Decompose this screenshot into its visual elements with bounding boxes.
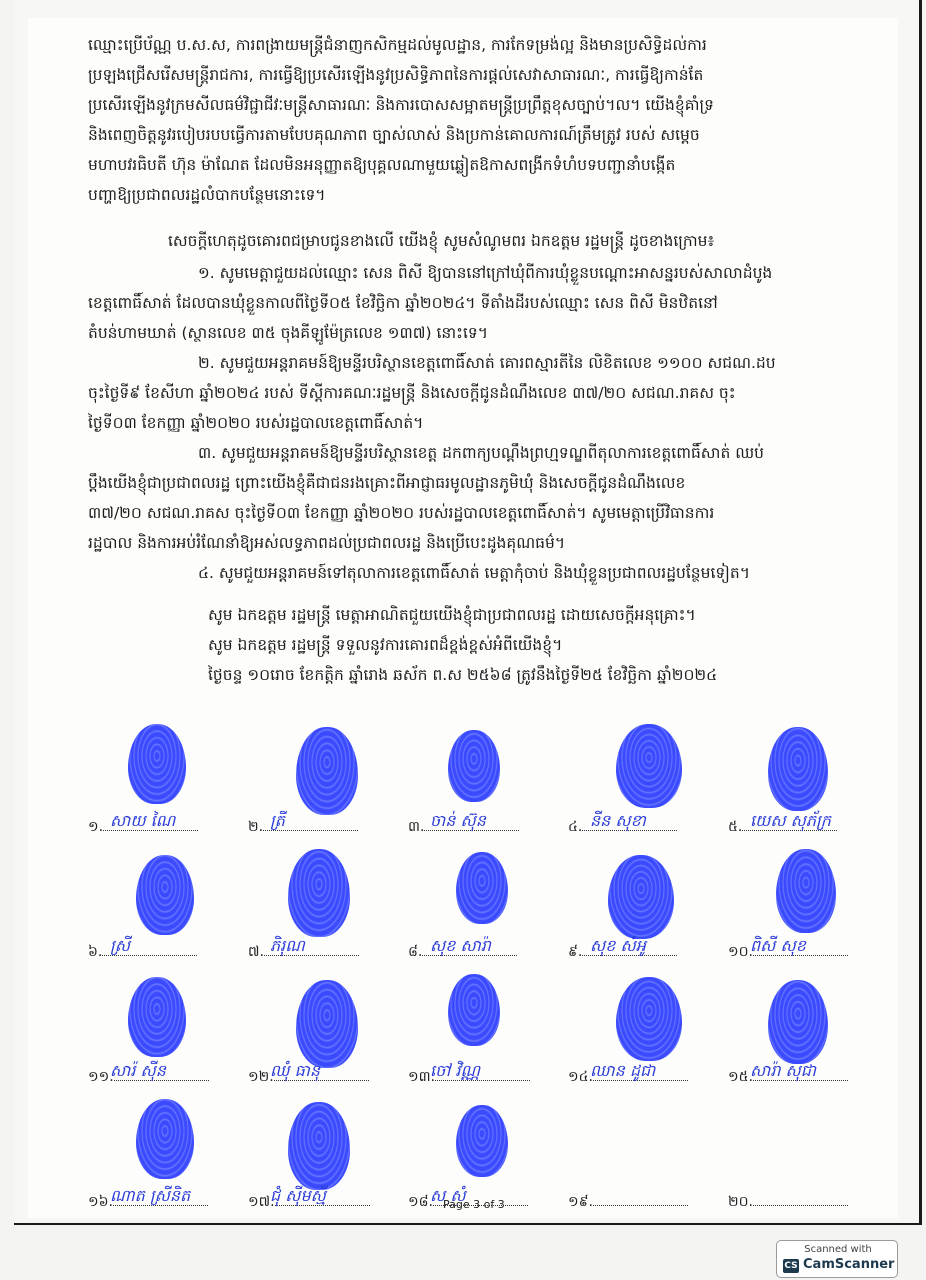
text-line: ១. សូមមេត្តាជួយដល់ឈ្មោះ សេន ពិសី ឱ្យបាននៅក្រៅឃុំពីការឃុំខ្លួនបណ្តោះអាសន្នរបស់សាលាដំបូង [198, 264, 773, 282]
intro-paragraph [88, 226, 888, 256]
thumbprint-grid [88, 718, 888, 1208]
handwritten-signature: ឈុំ ធានុ [270, 1061, 321, 1080]
thumbprint-entry [408, 1093, 558, 1213]
text-line: ៤. សូមជួយអន្តរាគមន៍ទៅតុលាការខេត្តពោធិ៍សាត់ មេត្តាកុំចាប់ និងឃុំខ្លួនប្រជាពលរដ្ឋបន្ថែមទៀត។ [198, 564, 750, 582]
text-line: ប្រសើរឡើងនូវក្រមសីលធម៌វិជ្ជាជីវៈមន្ត្រីសាធារណៈ និងការបោសសម្អាតមន្ត្រីប្រព្រឹត្តខុសច្បាប់។ល។ យើងខ្ញុំគាំទ្រ [88, 96, 714, 114]
handwritten-signature: សារ៉ា សុជា [750, 1061, 817, 1080]
entry-number: ១៨. [408, 1194, 433, 1210]
thumbprint-entry [568, 1093, 718, 1213]
thumbprint-entry [568, 843, 718, 963]
entry-number: ២. [248, 819, 264, 835]
thumbprint-icon [296, 727, 358, 815]
text-line: ចុះថ្ងៃទី៩ ខែសីហា ឆ្នាំ២០២៤ របស់ ទីស្តីការគណៈរដ្ឋមន្ត្រី និងសេចក្តីជូនដំណឹងលេខ ៣៧/២០ សជណ.រាគស ចុះ [88, 384, 736, 402]
date-line: ថ្ងៃចន្ទ ១០រោច ខែកត្តិក ឆ្នាំរោង ឆស័ក ព.ស ២៥៦៨ ត្រូវនឹងថ្ងៃទី២៥ ខែវិច្ឆិកា ឆ្នាំ២០២៤ [208, 666, 718, 684]
intro-line: សេចក្តីហេតុដូចគោរពជម្រាបជូនខាងលើ យើងខ្ញុំ សូមសំណូមពរ ឯកឧត្តម រដ្ឋមន្ត្រី ដូចខាងក្រោម៖ [168, 232, 715, 250]
handwritten-signature: យេស សុភ័ក្រ [750, 811, 831, 830]
entry-number: ៨. [408, 944, 423, 960]
thumbprint-entry [568, 968, 718, 1088]
closing-line: សូម ឯកឧត្តម រដ្ឋមន្ត្រី ទទួលនូវការគោរពដ៏ខ្ពង់ខ្ពស់អំពីយើងខ្ញុំ។ [208, 636, 563, 654]
text-line: ២. សូមជួយអន្តរាគមន៍ឱ្យមន្ទីរបរិស្ថានខេត្តពោធិ៍សាត់ គោរពស្មារតីនៃ លិខិតលេខ ១១០០ សជណ.ដប [198, 354, 776, 372]
camscanner-logo-icon: CS [784, 1261, 798, 1271]
handwritten-signature: នីន សុខា [590, 811, 646, 830]
camscanner-badge [776, 1240, 898, 1278]
text-line: ឈ្មោះប្រើប័ណ្ណ ប.ស.ស, ការពង្រាយមន្ត្រីជំនាញកសិកម្មដល់មូលដ្ឋាន, ការកែទម្រង់ល្អ និងមានប្រសិទ្ធិដល់ការ [88, 36, 707, 54]
handwritten-signature: ឈាន ដូជា [590, 1061, 656, 1080]
thumbprint-icon [136, 855, 194, 935]
paragraph-1 [88, 30, 888, 210]
entry-number: ១៩. [568, 1194, 593, 1210]
handwritten-signature: ពិសី សុខ [750, 936, 806, 955]
thumbprint-icon [288, 849, 350, 937]
text-line: ខេត្តពោធិ៍សាត់ ដែលបានឃុំខ្លួនកាលពីថ្ងៃទី០៥ ខែវិច្ឆិកា ឆ្នាំ២០២៤។ ទីតាំងដីរបស់ឈ្មោះ សេន ពិសី មិនឋិតនៅ [88, 294, 718, 312]
thumbprint-entry [248, 1093, 398, 1213]
signature-line [728, 1192, 848, 1213]
handwritten-signature: សារ៉ ស៊ីន [110, 1061, 166, 1080]
signature-line [568, 1192, 688, 1213]
scanned-with-label: Scanned with [804, 1244, 872, 1255]
entry-number: ៣. [408, 819, 425, 835]
text-line: ថ្ងៃទី០៣ ខែកញ្ញា ឆ្នាំ២០២០ របស់រដ្ឋបាលខេត្តពោធិ៍សាត់។ [88, 414, 424, 432]
handwritten-signature: ស្រី [110, 936, 130, 955]
thumbprint-icon [128, 724, 186, 804]
entry-number: ១២. [248, 1069, 274, 1085]
thumbprint-icon [768, 727, 828, 811]
request-4 [88, 558, 888, 588]
thumbprint-icon [616, 724, 682, 808]
thumbprint-entry [408, 718, 558, 838]
thumbprint-entry [88, 843, 238, 963]
entry-number: ៤. [568, 819, 583, 835]
thumbprint-entry [88, 968, 238, 1088]
thumbprint-icon [448, 974, 500, 1046]
thumbprint-icon [296, 980, 358, 1068]
handwritten-signature: ជុំ ស៊ីមស្មី [270, 1186, 326, 1205]
handwritten-signature: ស សំ [430, 1186, 466, 1205]
thumbprint-entry [88, 718, 238, 838]
entry-number: ៩. [568, 944, 583, 960]
text-line: និងពេញចិត្តនូវរបៀបរបបធ្វើការតាមបែបគុណភាព ច្បាស់លាស់ និងប្រកាន់គោលការណ៍ត្រឹមត្រូវ របស់ សម្តេច [88, 126, 700, 144]
request-1 [88, 258, 888, 348]
request-3 [88, 438, 888, 558]
thumbprint-entry [568, 718, 718, 838]
thumbprint-icon [608, 855, 674, 939]
dotted-line [593, 1193, 688, 1206]
thumbprint-icon [768, 980, 828, 1064]
camscanner-brand: CamScanner [803, 1257, 895, 1272]
thumbprint-icon [136, 1099, 194, 1179]
text-line: ៣. សូមជួយអន្តរាគមន៍ឱ្យមន្ទីរបរិស្ថានខេត្ត ដកពាក្យបណ្តឹងព្រហ្មទណ្ឌពីតុលាការខេត្តពោធិ៍សាត់ ឈប់ [198, 444, 764, 462]
entry-number: ១៣. [408, 1069, 436, 1085]
thumbprint-entry [248, 843, 398, 963]
handwritten-signature: សុខ សំអូ [590, 936, 646, 955]
text-line: ៣៧/២០ សជណ.រាគស ចុះថ្ងៃទី០៣ ខែកញ្ញា ឆ្នាំ២០២០ របស់រដ្ឋបាលខេត្តពោធិ៍សាត់។ សូមមេត្តាប្រើវិធានការ [88, 504, 715, 522]
thumbprint-icon [456, 1105, 508, 1177]
handwritten-signature: ត្រី [270, 811, 285, 830]
text-line: ប្រឡងជ្រើសរើសមន្ត្រីរាជការ, ការធ្វើឱ្យប្រសើរឡើងនូវប្រសិទ្ធិភាពនៃការផ្តល់សេវាសាធារណៈ, ការធ្វើឱ្យកាន់តែ [88, 66, 704, 84]
thumbprint-entry [728, 843, 878, 963]
thumbprint-entry [248, 718, 398, 838]
thumbprint-icon [776, 849, 836, 933]
closing-line: សូម ឯកឧត្តម រដ្ឋមន្ត្រី មេត្តាអាណិតជួយយើងខ្ញុំជាប្រជាពលរដ្ឋ ដោយសេចក្តីអនុគ្រោះ។ [208, 606, 696, 624]
handwritten-signature: ណាត ស្រីនិត [110, 1186, 191, 1205]
entry-number: ២០. [728, 1194, 753, 1210]
entry-number: ៧. [248, 944, 264, 960]
thumbprint-entry [88, 1093, 238, 1213]
thumbprint-icon [288, 1102, 350, 1190]
handwritten-signature: ចាន់ ស៊ុន [430, 811, 486, 830]
thumbprint-entry [248, 968, 398, 1088]
thumbprint-entry [408, 968, 558, 1088]
signature-line [88, 942, 197, 963]
thumbprint-entry [408, 843, 558, 963]
entry-number: ១៧. [248, 1194, 275, 1210]
entry-number: ១៦. [88, 1194, 113, 1210]
thumbprint-entry [728, 1093, 878, 1213]
thumbprint-icon [616, 977, 682, 1061]
text-line: តំបន់ហាមឃាត់ (ស្ថានលេខ ៣៥ ចុងគីឡូម៉ែត្រលេខ ១៣៧) នោះទេ។ [88, 324, 488, 342]
thumbprint-entry [728, 718, 878, 838]
handwritten-signature: ភិរុណ [270, 936, 305, 955]
page-number: Page 3 of 3 [443, 1198, 505, 1211]
entry-number: ១០. [728, 944, 753, 960]
thumbprint-icon [456, 852, 508, 924]
handwritten-signature: សាយ ណៃ [110, 811, 176, 830]
entry-number: ១. [88, 819, 104, 835]
signature-line [248, 817, 358, 838]
entry-number: ៦. [88, 944, 103, 960]
thumbprint-icon [128, 977, 186, 1057]
entry-number: ១៥. [728, 1069, 753, 1085]
text-line: ប្តឹងយើងខ្ញុំជាប្រជាពលរដ្ឋ ព្រោះយើងខ្ញុំគឺជាជនរងគ្រោះពីអាជ្ញាធរមូលដ្ឋានភូមិឃុំ និងសេចក្តីជូនដំណឹងលេខ [88, 474, 686, 492]
entry-number: ១៤. [568, 1069, 593, 1085]
closing-block [208, 600, 888, 690]
dotted-line [753, 1193, 848, 1206]
request-2 [88, 348, 888, 438]
handwritten-signature: ចៅ វិណ្ណ [430, 1061, 481, 1080]
document-page [28, 18, 898, 1218]
entry-number: ១១. [88, 1069, 114, 1085]
text-line: មហាបវរធិបតី ហ៊ុន ម៉ាណែត ដែលមិនអនុញ្ញាតឱ្យបុគ្គលណាមួយឆ្លៀតឱកាសពង្រីកទំហំបទបញ្ជានាំបង្កើត [88, 156, 676, 174]
text-line: រដ្ឋបាល និងការអប់រំណែនាំឱ្យអស់លទ្ធភាពដល់ប្រជាពលរដ្ឋ និងប្រើបេះដូងគុណធម៌។ [88, 534, 566, 552]
thumbprint-icon [448, 730, 500, 802]
handwritten-signature: សុខ សារ៉ា [430, 936, 491, 955]
thumbprint-entry [728, 968, 878, 1088]
text-line: បញ្ហាឱ្យប្រជាពលរដ្ឋលំបាកបន្ថែមនោះទេ។ [88, 186, 326, 204]
entry-number: ៥. [728, 819, 743, 835]
